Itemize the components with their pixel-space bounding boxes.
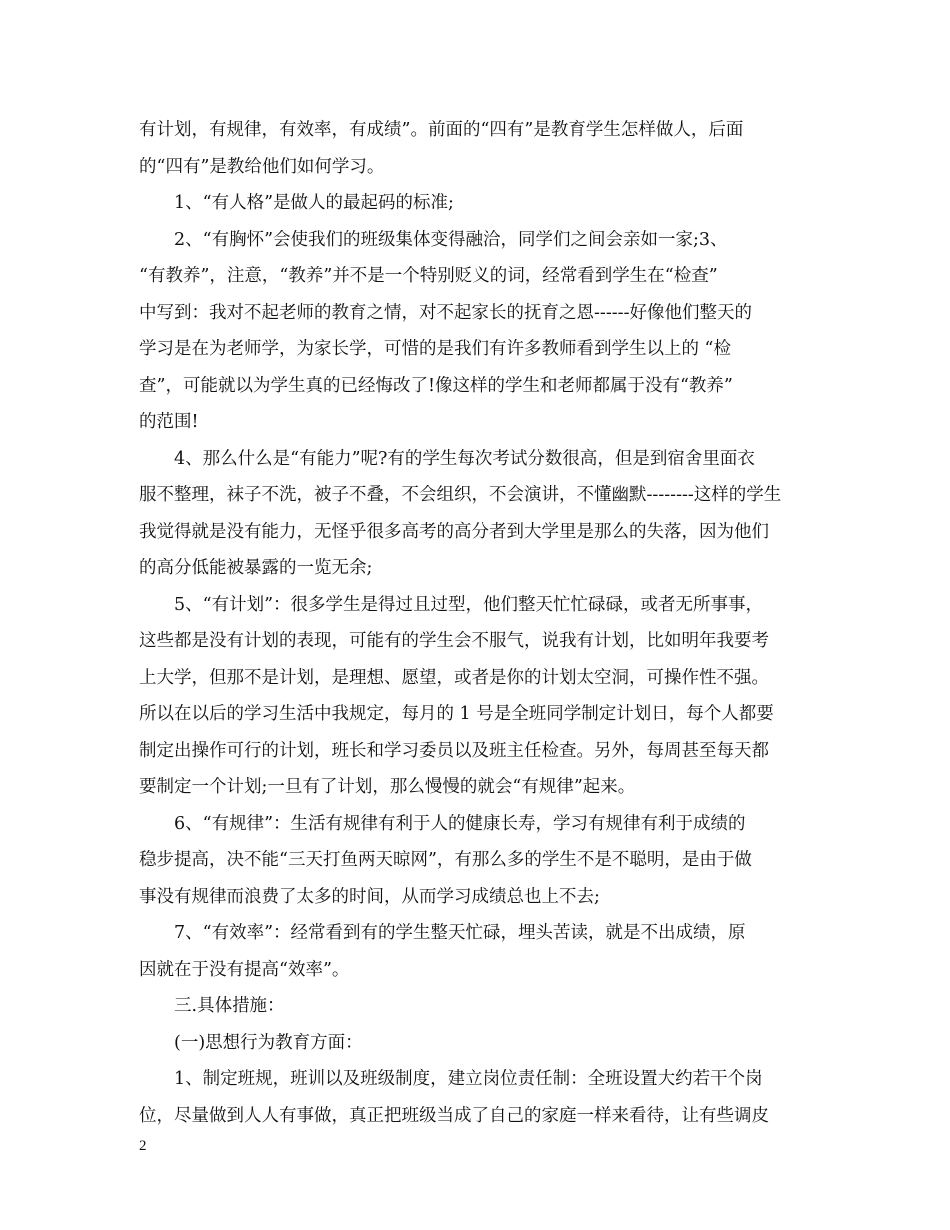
text-line: 4、那么什么是“有能力”呢?有的学生每次考试分数很高，但是到宿舍里面衣 (174, 448, 755, 469)
text-line: 2、“有胸怀”会使我们的班级集体变得融洽，同学们之间会亲如一家;3、 (174, 229, 728, 250)
text-line: 事没有规律而浪费了太多的时间，从而学习成绩总也上不去; (139, 886, 600, 907)
text-line: 我觉得就是没有能力，无怪乎很多高考的高分者到大学里是那么的失落，因为他们 (139, 521, 769, 542)
text-line: 查”，可能就以为学生真的已经悔改了!像这样的学生和老师都属于没有“教养” (139, 375, 733, 396)
text-line: 服不整理，袜子不洗，被子不叠，不会组织，不会演讲，不懂幽默--------这样的学生 (139, 485, 782, 505)
text-line: 1、“有人格”是做人的最起码的标准; (174, 193, 454, 213)
text-line: 5、“有计划”：很多学生是得过且过型，他们整天忙忙碌碌，或者无所事事， (174, 594, 764, 615)
text-line: 所以在以后的学习生活中我规定，每月的 1 号是全班同学制定计划日，每个人都要 (139, 704, 774, 724)
text-line: 的范围! (139, 412, 199, 432)
text-line: 中写到：我对不起老师的教育之情，对不起家长的抚育之恩------好像他们整天的 (139, 302, 752, 323)
text-line: 制定出操作可行的计划，班长和学习委员以及班主任检查。另外，每周甚至每天都 (139, 740, 769, 761)
section-heading: 三.具体措施： (174, 996, 285, 1016)
text-line: “有教养”，注意，“教养”并不是一个特别贬义的词，经常看到学生在“检查” (139, 266, 718, 286)
page-number: 2 (139, 1138, 147, 1154)
body-text (139, 112, 825, 1134)
text-line: 上大学，但那不是计划，是理想、愿望，或者是你的计划太空洞，可操作性不强。 (139, 667, 769, 688)
text-line: 1、制定班规，班训以及班级制度，建立岗位责任制：全班设置大约若干个岗 (174, 1069, 763, 1089)
text-line: 要制定一个计划;一旦有了计划，那么慢慢的就会“有规律”起来。 (139, 777, 636, 797)
text-line: 学习是在为老师学，为家长学，可惜的是我们有许多教师看到学生以上的 “检 (139, 339, 732, 359)
text-line: 7、“有效率”：经常看到有的学生整天忙碌，埋头苦读，就是不出成绩，原 (174, 923, 746, 943)
text-line: 的高分低能被暴露的一览无余; (139, 558, 373, 578)
text-line: 有计划，有规律，有效率，有成绩”。前面的“四有”是教育学生怎样做人，后面 (139, 120, 744, 140)
text-line: 6、“有规律”：生活有规律有利于人的健康长寿，学习有规律有利于成绩的 (174, 813, 746, 834)
subsection-heading: (一)思想行为教育方面： (174, 1032, 363, 1053)
text-line: 的“四有”是教给他们如何学习。 (139, 156, 385, 177)
text-line: 这些都是没有计划的表现，可能有的学生会不服气，说我有计划，比如明年我要考 (139, 631, 769, 651)
text-line: 因就在于没有提高“效率”。 (139, 959, 350, 980)
text-line: 稳步提高，决不能“三天打鱼两天晾网”，有那么多的学生不是不聪明，是由于做 (139, 850, 752, 870)
text-line: 位，尽量做到人人有事做，真正把班级当成了自己的家庭一样来看待，让有些调皮 (139, 1105, 769, 1126)
